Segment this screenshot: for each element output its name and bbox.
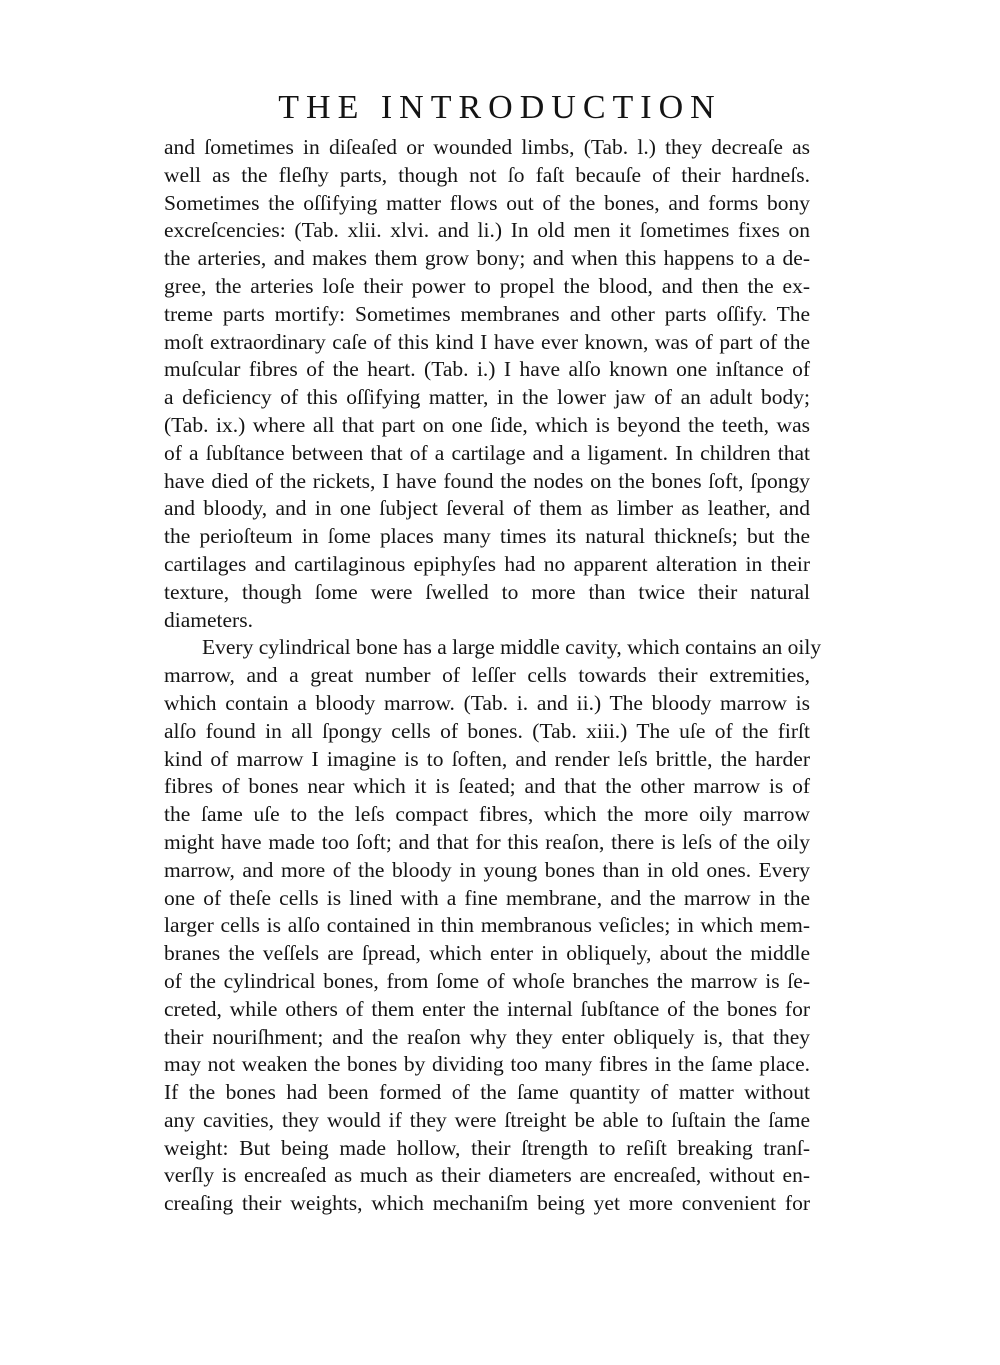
text-line: cartilages and cartilaginous epiphyſes had no apparent alteration in their	[164, 551, 810, 576]
text-line: Every cylindrical bone has a large middle cavity, which contains an oily	[202, 635, 822, 660]
text-line: kind of marrow I imagine is to ſoften, and render leſs brittle, the harder	[164, 746, 810, 771]
text-line: gree, the arteries loſe their power to propel the blood, and then the ex-	[164, 273, 810, 298]
text-line: and bloody, and in one ſubject ſeveral of them as limber as leather, and	[164, 496, 810, 521]
text-line: Sometimes the oſſifying matter flows out of the bones, and forms bony	[164, 190, 810, 215]
text-line: a deficiency of this oſſifying matter, in the lower jaw of an adult body;	[164, 385, 810, 410]
text-line: branes the veſſels are ſpread, which enter in obliquely, about the middle	[164, 941, 810, 966]
text-line: of a ſubſtance between that of a cartilage and a ligament. In children that	[164, 440, 810, 465]
text-line: have died of the rickets, I have found the nodes on the bones ſoft, ſpongy	[164, 468, 810, 493]
text-line: muſcular fibres of the heart. (Tab. i.) I have alſo known one inſtance of	[164, 357, 810, 382]
text-line: marrow, and more of the bloody in young bones than in old ones. Every	[164, 857, 810, 882]
text-line: might have made too ſoft; and that for this reaſon, there is leſs of the oily	[164, 829, 810, 854]
text-line: texture, though ſome were ſwelled to more than twice their natural	[164, 579, 810, 604]
text-line: If the bones had been formed of the ſame quantity of matter without	[164, 1080, 810, 1105]
text-line: alſo found in all ſpongy cells of bones. (Tab. xiii.) The uſe of the firſt	[164, 718, 810, 743]
text-line: the ſame uſe to the leſs compact fibres, which the more oily marrow	[164, 802, 810, 827]
text-line: of the cylindrical bones, from ſome of whoſe branches the marrow is ſe-	[164, 968, 810, 993]
text-line: weight: But being made hollow, their ſtrength to reſiſt breaking tranſ-	[164, 1135, 810, 1160]
text-line: creaſing their weights, which mechaniſm being yet more convenient for	[164, 1191, 810, 1216]
text-line: treme parts mortify: Sometimes membranes and other parts oſſify. The	[164, 301, 810, 326]
text-line: creted, while others of them enter the internal ſubſtance of the bones for	[164, 996, 810, 1021]
text-line: their nouriſhment; and the reaſon why they enter obliquely is, that they	[164, 1024, 810, 1049]
text-line: moſt extraordinary caſe of this kind I have ever known, was of part of the	[164, 329, 810, 354]
text-line: may not weaken the bones by dividing too many fibres in the ſame place.	[164, 1052, 810, 1077]
running-title: THE INTRODUCTION	[278, 89, 722, 126]
text-line: (Tab. ix.) where all that part on one ſide, which is beyond the teeth, was	[164, 412, 810, 437]
text-line: which contain a bloody marrow. (Tab. i. and ii.) The bloody marrow is	[164, 690, 810, 715]
text-line: verſly is encreaſed as much as their diameters are encreaſed, without en-	[164, 1163, 810, 1188]
text-line: one of theſe cells is lined with a fine membrane, and the marrow in the	[164, 885, 810, 910]
text-line: well as the fleſhy parts, though not ſo faſt becauſe of their hardneſs.	[164, 162, 810, 187]
paragraph-1	[164, 134, 810, 634]
text-line: larger cells is alſo contained in thin membranous veſicles; in which mem-	[164, 913, 810, 938]
text-line: the arteries, and makes them grow bony; and when this happens to a de-	[164, 246, 810, 271]
text-line: the perioſteum in ſome places many times its natural thickneſs; but the	[164, 524, 810, 549]
text-line: and ſometimes in diſeaſed or wounded limbs, (Tab. l.) they decreaſe as	[164, 135, 810, 159]
body-text	[164, 134, 822, 1218]
text-line: marrow, and a great number of leſſer cells towards their extremities,	[164, 663, 810, 688]
text-line: fibres of bones near which it is ſeated; and that the other marrow is of	[164, 774, 810, 799]
text-line: any cavities, they would if they were ſtreight be able to ſuſtain the ſame	[164, 1107, 810, 1132]
paragraph-2	[164, 634, 822, 1218]
text-line: diameters.	[164, 607, 253, 632]
text-line: excreſcencies: (Tab. xlii. xlvi. and li.) In old men it ſometimes fixes on	[164, 218, 810, 243]
